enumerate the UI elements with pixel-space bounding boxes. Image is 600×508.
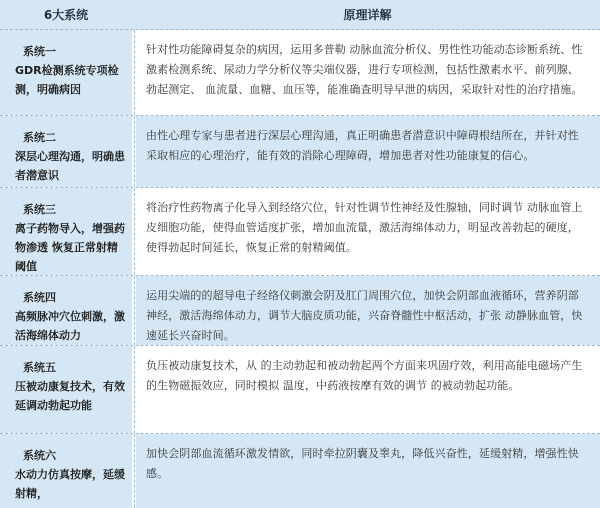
detail-cell	[136, 434, 600, 508]
detail-cell	[136, 276, 600, 345]
table-row	[0, 346, 600, 434]
system-detail: 加快会阴部血流循环激发情欲，同时牵拉阴囊及睾丸，降低兴奋性，延缓射精，增强性快感。	[146, 447, 579, 480]
table-row	[0, 188, 600, 276]
header-principles: 原理详解	[343, 8, 392, 22]
system-name: 系统五	[23, 361, 56, 374]
system-name: 系统四	[23, 291, 56, 304]
system-subtitle: 离子药物导入，增强药物渗透 恢复正常射精阈值	[15, 222, 125, 273]
system-detail: 负压被动康复技术，从 的主动勃起和被动勃起两个方面来巩固疗效，利用高能电磁场产生的生物磁振效应，同时模拟 温度，中药液按摩有效的调节 的被动勃起功能。	[146, 359, 583, 392]
table-row	[0, 30, 600, 116]
system-subtitle: 水动力仿真按摩，延缓射精，	[15, 468, 125, 500]
system-cell	[0, 434, 132, 508]
system-detail: 运用尖端的的超导电子经络仪刺激会阴及肛门周围穴位，加快会阴部血液循环，营养阴部神经，激活海绵体动力，调节大脑皮质功能，兴奋脊髓性中枢活动，扩张 动静脉血管，快速延长兴奋时间。	[146, 289, 583, 342]
table-row	[0, 276, 600, 346]
header-systems: 6大系统	[43, 8, 89, 22]
system-detail: 由性心理专家与患者进行深层心理沟通，真正明确患者潜意识中障碍根结所在，并针对性采取相应的心理治疗，能有效的消除心理障碍，增加患者对性功能康复的信心。	[146, 129, 579, 162]
system-subtitle: 压被动康复技术，有效延调动勃起功能	[15, 380, 125, 412]
table-row	[0, 116, 600, 188]
table-row	[0, 434, 600, 508]
system-subtitle: 高频脉冲穴位刺激，激活海绵体动力	[15, 310, 125, 342]
system-cell	[0, 30, 132, 115]
detail-cell	[136, 116, 600, 187]
system-name: 系统三	[23, 203, 56, 216]
system-cell	[0, 276, 132, 345]
system-cell	[0, 188, 132, 275]
system-detail: 将治疗性药物离子化导入到经络穴位，针对性调节性神经及性腺轴，同时调节 动脉血管上皮细胞功能，使得血管适度扩张，增加血流量，激活海绵体动力，明显改善勃起的硬度，使得勃起时间延长，恢复正常的射精阈值。	[146, 201, 583, 254]
system-subtitle: 深层心理沟通，明确患者潜意识	[15, 150, 125, 182]
table-header	[0, 0, 600, 30]
system-detail: 针对性功能障碍复杂的病因，运用多普勒 动脉血流分析仪、男性性功能动态诊断系统、性激素检测系统、尿动力学分析仪等尖端仪器，进行专项检测，包括性激素水平、前列腺、勃起测定、 血流量、血糖、血压等，能准确查明导早泄的病因，采取针对性的治疗措施。	[146, 43, 583, 96]
system-name: 系统六	[23, 449, 56, 462]
system-name: 系统一	[23, 45, 56, 58]
system-cell	[0, 116, 132, 187]
detail-cell	[136, 30, 600, 115]
system-cell	[0, 346, 132, 433]
detail-cell	[136, 188, 600, 275]
detail-cell	[136, 346, 600, 433]
system-name: 系统二	[23, 131, 56, 144]
system-subtitle: GDR检测系统专项检测，明确病因	[15, 64, 119, 96]
